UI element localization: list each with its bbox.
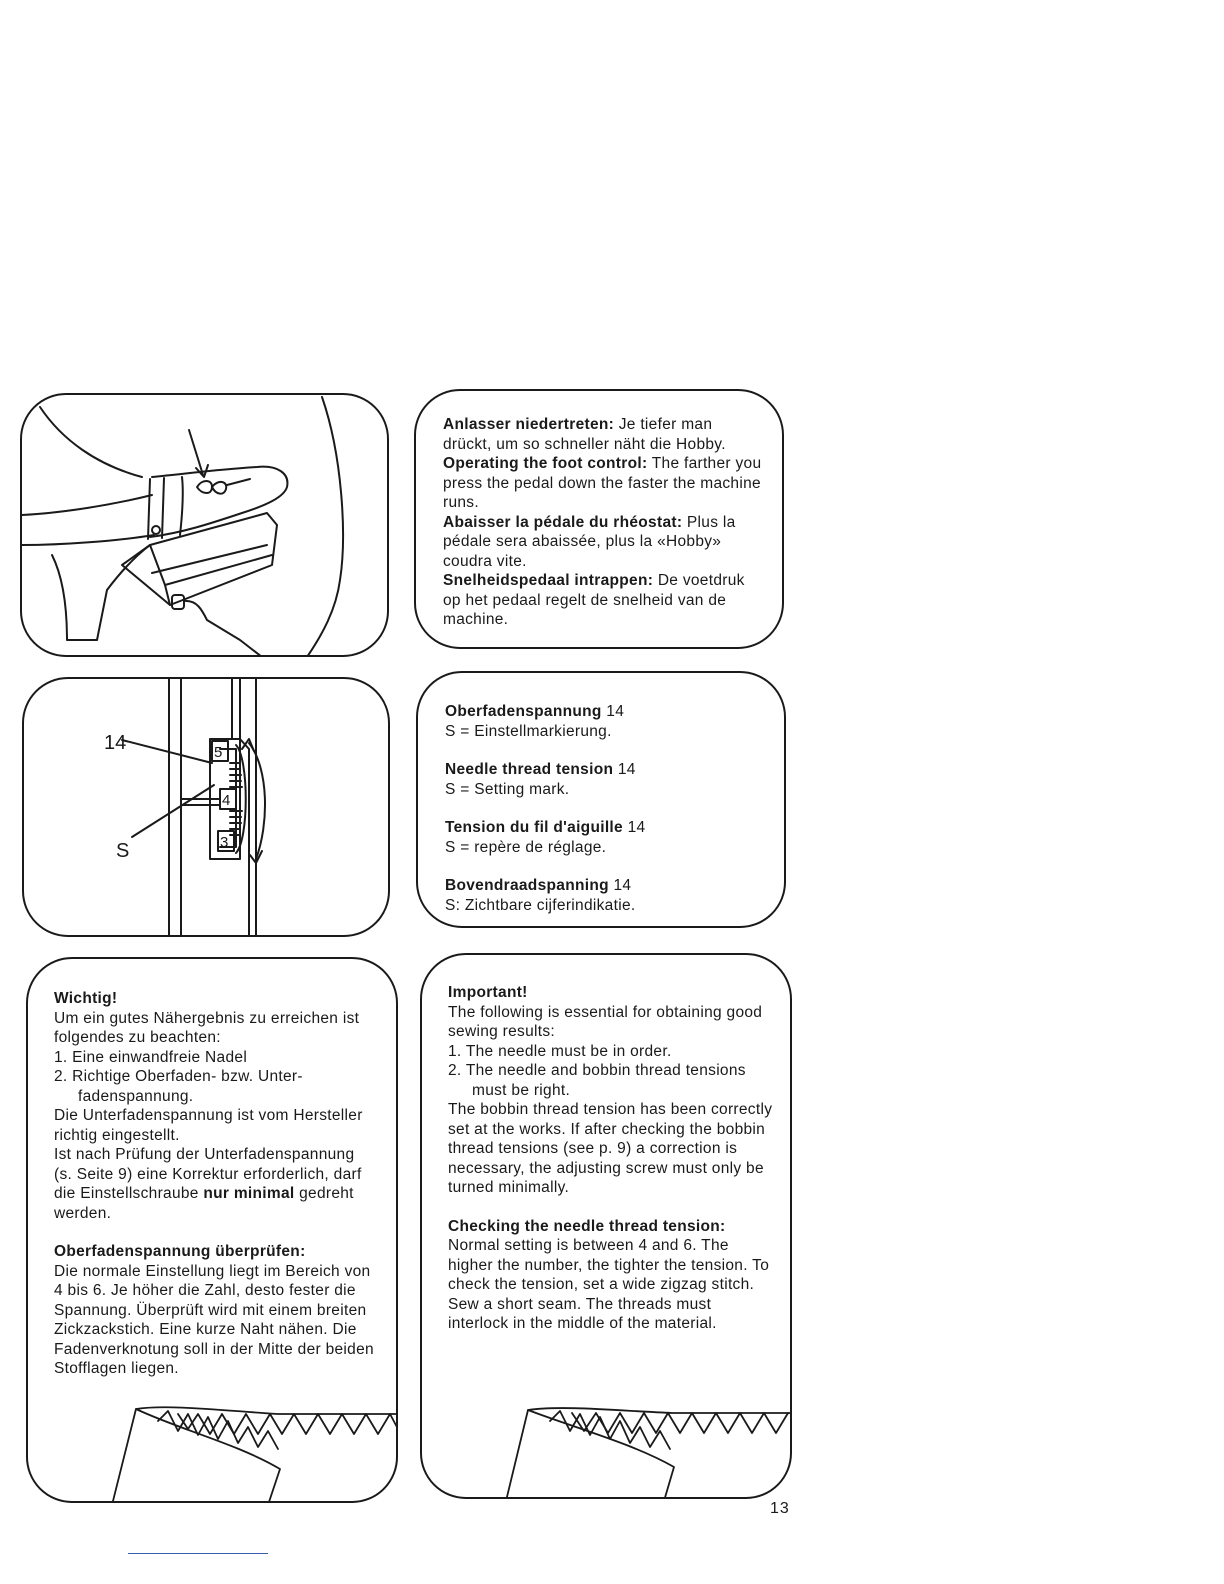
dial-number-3: 3 <box>220 834 229 851</box>
en-foot-text: The farther you press the pedal down the faster the machine runs. <box>443 455 762 511</box>
english-instructions-panel <box>420 953 792 1499</box>
de-intro: Um ein gutes Nähergebnis zu erreichen ist folgendes zu beachten: <box>54 1009 360 1046</box>
en-tension-heading: Needle thread tension <box>445 761 614 778</box>
fr-tension-number: 14 <box>627 819 646 836</box>
page-number: 13 <box>770 1500 790 1517</box>
de-heading: Wichtig! <box>54 990 118 1007</box>
nl-foot-text: De voetdruk op het pedaal regelt de snelheid van de machine. <box>443 572 745 628</box>
en-intro: The following is essential for obtaining good sewing results: <box>448 1003 763 1040</box>
de-tension-text: S = Einstellmarkierung. <box>445 722 612 740</box>
en-foot-heading: Operating the foot control: <box>443 455 648 472</box>
de-paragraph-1: Die Unterfadenspannung ist vom Hersteller richtig eingestellt. <box>54 1107 363 1144</box>
en-paragraph-1: The bobbin thread tension has been correctly set at the works. If after checking the bobbin thread tensions (see p. 9) a correction is necessary, the adjusting screw must only be turned minimally. <box>448 1101 773 1196</box>
foot-pedal-illustration <box>22 395 389 657</box>
de-tension-heading: Oberfadenspannung <box>445 703 602 720</box>
dial-number-5: 5 <box>214 744 223 761</box>
de-item-2: 2. Richtige Oberfaden- bzw. Unter-fadenspannung. <box>54 1068 303 1105</box>
en-item-1: 1. The needle must be in order. <box>448 1042 672 1060</box>
zigzag-stitch-illustration <box>28 959 398 1503</box>
tension-dial-illustration <box>24 679 390 937</box>
en-subheading: Checking the needle thread tension: <box>448 1217 726 1235</box>
en-tension-number: 14 <box>617 761 636 778</box>
fr-foot-text: Plus la pédale sera abaissée, plus la «Hobby» coudra vite. <box>443 513 736 570</box>
foot-control-text-panel <box>414 389 784 649</box>
de-sub-text: Die normale Einstellung liegt im Bereich von 4 bis 6. Je höher die Zahl, desto fester die Spannung. Überprüft wird mit einem breiten Zickzackstich. Eine kurze Naht nähen. Die Fadenverknotung soll in der Mitte der beiden Stofflagen liegen. <box>54 1262 374 1377</box>
nl-tension-text: S: Zichtbare cijferindikatie. <box>445 896 636 914</box>
de-paragraph-2: Ist nach Prüfung der Unterfadenspannung (s. Seite 9) eine Korrektur erforderlich, darf die Einstellschraube <box>54 1146 362 1202</box>
nl-tension-number: 14 <box>613 877 632 894</box>
foot-pedal-panel <box>20 393 389 657</box>
de-paragraph-2-end: gedreht werden. <box>54 1185 354 1222</box>
de-item-1: 1. Eine einwandfreie Nadel <box>54 1048 248 1066</box>
label-14: 14 <box>104 732 127 754</box>
fr-tension-text: S = repère de réglage. <box>445 838 607 856</box>
en-heading: Important! <box>448 984 528 1001</box>
zigzag-stitch-illustration-en <box>422 955 792 1499</box>
de-foot-heading: Anlasser niedertreten: <box>443 416 615 433</box>
tension-text-panel <box>416 671 786 928</box>
dial-number-4: 4 <box>222 792 231 809</box>
label-s: S <box>116 840 130 862</box>
german-instructions-panel <box>26 957 398 1503</box>
tension-dial-panel <box>22 677 390 937</box>
fr-foot-heading: Abaisser la pédale du rhéostat: <box>443 513 683 531</box>
fr-tension-heading: Tension du fil d'aiguille <box>445 819 623 836</box>
de-paragraph-2-bold: nur minimal <box>203 1185 295 1202</box>
nl-foot-heading: Snelheidspedaal intrappen: <box>443 572 654 589</box>
de-subheading: Oberfadenspannung überprüfen: <box>54 1243 306 1260</box>
en-tension-text: S = Setting mark. <box>445 780 570 798</box>
footer-rule <box>128 1553 268 1554</box>
nl-tension-heading: Bovendraadspanning <box>445 877 609 894</box>
en-item-2: 2. The needle and bobbin thread tensions must be right. <box>448 1062 746 1099</box>
en-sub-text: Normal setting is between 4 and 6. The higher the number, the tighter the tension. To check the tension, set a wide zigzag stitch. Sew a short seam. The threads must interlock in the middle of the material. <box>448 1237 770 1332</box>
de-foot-text: Je tiefer man drückt, um so schneller näht die Hobby. <box>443 416 726 453</box>
de-tension-number: 14 <box>606 703 625 720</box>
